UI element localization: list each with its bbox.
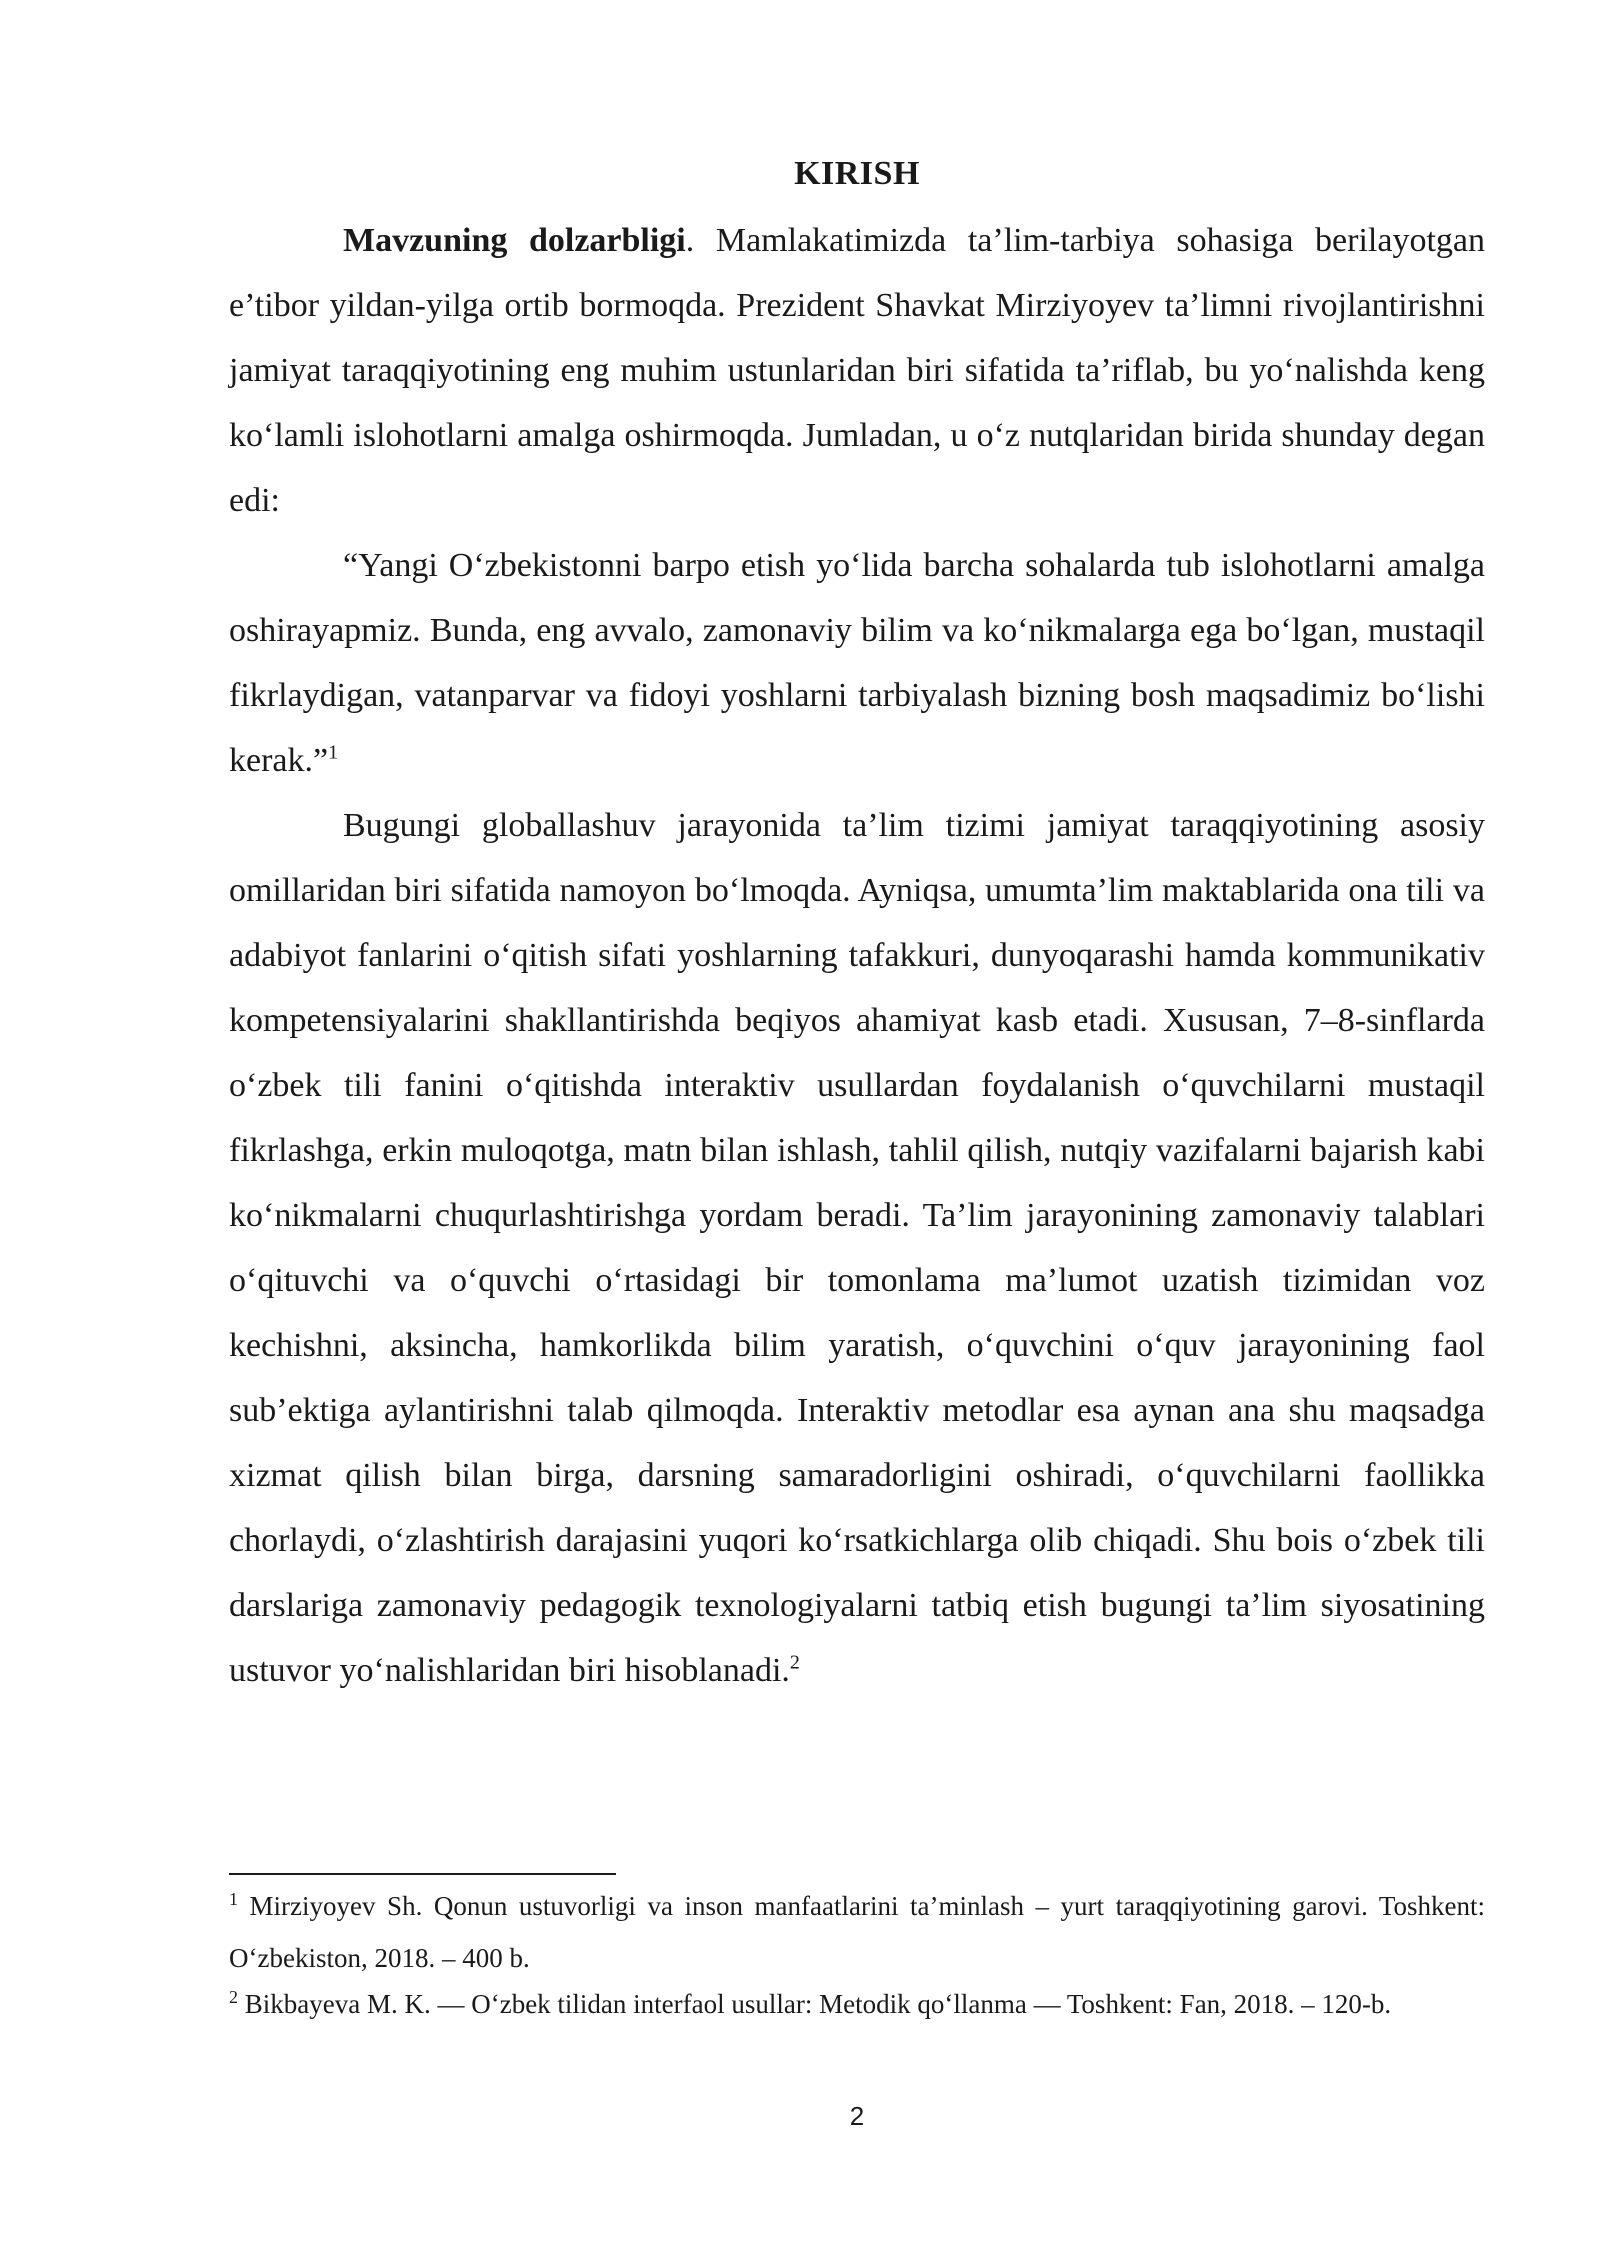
section-heading: KIRISH — [794, 155, 920, 192]
body-text — [229, 208, 1485, 1703]
relevance-lead: Mavzuning dolzarbligi — [343, 222, 686, 259]
main-text: Bugungi globallashuv jarayonida ta’lim tizimi jamiyat taraqqiyotining asosiy omillaridan biri sifatida namoyon bo‘lmoqda. Ayniqsa, umumta’lim maktablarida ona tili va adabiyot fanlarini o‘qitish sifati yoshlarning tafakkuri, dunyoqarashi hamda kommunikativ kompetensiyalarini shakllantirishda beqiyos ahamiyat kasb etadi. Xususan, 7–8-sinflarda o‘zbek tili fanini o‘qitishda interaktiv usullardan foydalanish o‘quvchilarni mustaqil fikrlashga, erkin muloqotga, matn bilan ishlash, tahlil qilish, nutqiy vazifalarni bajarish kabi ko‘nikmalarni chuqurlashtirishga yordam beradi. Ta’lim jarayonining zamonaviy talablari o‘qituvchi va o‘quvchi o‘rtasidagi bir tomonlama ma’lumot uzatish tizimidan voz kechishni, aksincha, hamkorlikda bilim yaratish, o‘quvchini o‘quv jarayonining faol sub’ektiga aylantirishni talab qilmoqda. Interaktiv metodlar esa aynan ana shu maqsadga xizmat qilish bilan birga, darsning samaradorligini oshiradi, o‘quvchilarni faollikka chorlaydi, o‘zlashtirish darajasini yuqori ko‘rsatkichlarga olib chiqadi. Shu bois o‘zbek tili darslariga zamonaviy pedagogik texnologiyalarni tatbiq etish bugungi ta’lim siyosatining ustuvor yo‘nalishlaridan biri hisoblanadi. — [229, 807, 1485, 1689]
footnote-ref-1[interactable]: 1 — [328, 741, 339, 764]
footnote-mark-1: 1 — [229, 1889, 238, 1909]
footnote-1 — [229, 1880, 1485, 1984]
relevance-text: Mamlakatimizda ta’lim-tarbiya sohasiga berilayotgan e’tibor yildan-yilga ortib bormoqda. Prezident Shavkat Mirziyoyev ta’limni rivojlantirishni jamiyat taraqqiyotining eng muhim ustunlaridan biri sifatida ta’riflab, bu yo‘nalishda keng ko‘lamli islohotlarni amalga oshirmoqda. Jumladan, u o‘z nutqlaridan birida shunday degan edi: — [229, 222, 1485, 519]
relevance-lead-punct: . — [685, 222, 695, 259]
footnote-mark-2: 2 — [229, 1987, 238, 2007]
footnote-2 — [229, 1984, 1485, 2024]
footnote-text-2: Bikbayeva M. K. — O‘zbek tilidan interfaol usullar: Metodik qo‘llanma — Toshkent: Fan, 2018. – 120-b. — [238, 1989, 1392, 2019]
footnote-separator — [229, 1873, 616, 1875]
footnotes — [229, 1880, 1485, 2024]
page-number: 2 — [849, 2101, 865, 2131]
footnote-ref-2[interactable]: 2 — [789, 1651, 800, 1674]
footnote-text-1: Mirziyoyev Sh. Qonun ustuvorligi va inson manfaatlarini ta’minlash – yurt taraqqiyotining garovi. Toshkent: O‘zbekiston, 2018. – 400 b. — [229, 1891, 1485, 1973]
paragraph-quote — [229, 533, 1485, 793]
quote-text: “Yangi O‘zbekistonni barpo etish yo‘lida barcha sohalarda tub islohotlarni amalga oshirayapmiz. Bunda, eng avvalo, zamonaviy bilim va ko‘nikmalarga ega bo‘lgan, mustaqil fikrlaydigan, vatanparvar va fidoyi yoshlarni tarbiyalash bizning bosh maqsadimiz bo‘lishi kerak.” — [229, 547, 1485, 779]
paragraph-main — [229, 793, 1485, 1703]
paragraph-relevance — [229, 208, 1485, 533]
